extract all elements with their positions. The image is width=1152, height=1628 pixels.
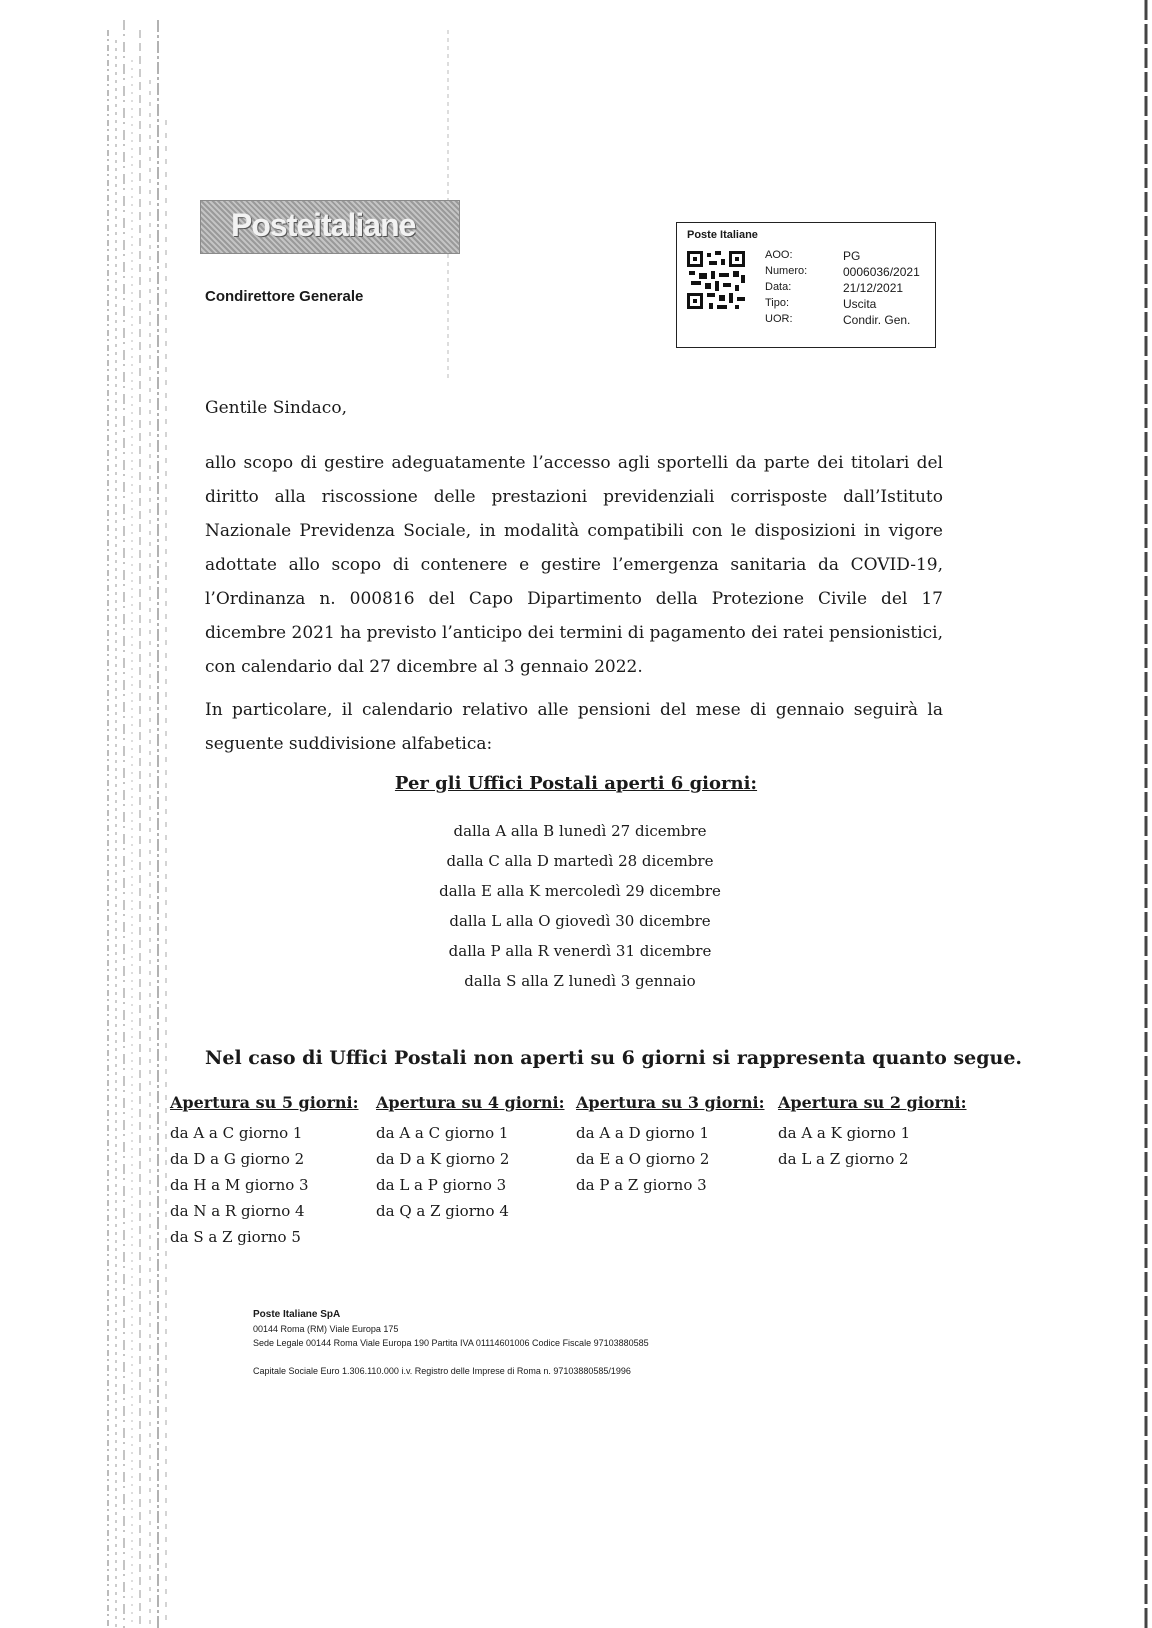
stamp-row-data xyxy=(765,281,930,295)
stamp-value: Uscita xyxy=(843,297,877,311)
body-paragraph-1: allo scopo di gestire adeguatamente l’accesso agli sportelli da parte dei titolari del diritto alla riscossione delle prestazioni previdenziali corrisposte dall’Istituto Nazionale Previdenza Sociale, in modalità compatibili con le disposizioni in vigore adottate allo scopo di contenere e gestire l’emergenza sanitaria da COVID-19, l’Ordinanza n. 000816 del Capo Dipartimento della Protezione Civile del 17 dicembre 2021 ha previsto l’anticipo dei termini di pagamento dei ratei pensionistici, con calendario dal 27 dicembre al 3 gennaio 2022. xyxy=(205,453,943,677)
body-paragraph-2: In particolare, il calendario relativo alle pensioni del mese di gennaio seguirà la seguente suddivisione alfabetica: xyxy=(205,700,943,754)
protocol-stamp xyxy=(676,222,936,348)
schedule-item: dalla P alla R venerdì 31 dicembre xyxy=(448,942,712,960)
stamp-value: 0006036/2021 xyxy=(843,265,920,279)
column-item: da A a C giorno 1 xyxy=(376,1124,509,1142)
column-heading: Apertura su 5 giorni: xyxy=(170,1093,359,1112)
stamp-row-aoo xyxy=(765,249,930,263)
poste-italiane-logo xyxy=(200,200,460,254)
column-item: da S a Z giorno 5 xyxy=(170,1228,301,1246)
schedule-item: dalla E alla K mercoledì 29 dicembre xyxy=(439,882,721,900)
column-heading: Apertura su 3 giorni: xyxy=(576,1093,765,1112)
schedule-item: dalla A alla B lunedì 27 dicembre xyxy=(453,822,707,840)
column-item: da A a K giorno 1 xyxy=(778,1124,911,1142)
stamp-row-numero xyxy=(765,265,930,279)
column-item: da L a Z giorno 2 xyxy=(778,1150,909,1168)
schedule-item: dalla C alla D martedì 28 dicembre xyxy=(446,852,714,870)
column-item: da D a G giorno 2 xyxy=(170,1150,305,1168)
footer-company: Poste Italiane SpA xyxy=(253,1309,341,1320)
column-item: da D a K giorno 2 xyxy=(376,1150,510,1168)
stamp-value: 21/12/2021 xyxy=(843,281,904,295)
footer-address: 00144 Roma (RM) Viale Europa 175 xyxy=(253,1324,399,1334)
greeting: Gentile Sindaco, xyxy=(205,398,347,418)
stamp-label: AOO: xyxy=(765,249,793,261)
column-item: da H a M giorno 3 xyxy=(170,1176,309,1194)
opening-4-days-column xyxy=(376,1093,576,1224)
other-days-statement: Nel caso di Uffici Postali non aperti su 6 giorni si rappresenta quanto segue. xyxy=(205,1047,1023,1069)
opening-2-days-column xyxy=(778,1093,978,1172)
column-heading: Apertura su 4 giorni: xyxy=(376,1093,565,1112)
column-item: da Q a Z giorno 4 xyxy=(376,1202,509,1220)
stamp-value: PG xyxy=(843,249,861,263)
sender-title: Condirettore Generale xyxy=(205,288,364,305)
logo-text: Posteitaliane xyxy=(231,207,416,243)
stamp-row-uor xyxy=(765,313,930,327)
stamp-label: Tipo: xyxy=(765,297,790,309)
stamp-title: Poste Italiane xyxy=(687,229,758,241)
footer xyxy=(253,1308,649,1378)
column-heading: Apertura su 2 giorni: xyxy=(778,1093,967,1112)
column-item: da A a C giorno 1 xyxy=(170,1124,303,1142)
opening-5-days-column xyxy=(170,1093,370,1250)
column-item: da N a R giorno 4 xyxy=(170,1202,305,1220)
stamp-label: Data: xyxy=(765,281,792,293)
schedule-item: dalla L alla O giovedì 30 dicembre xyxy=(449,912,711,930)
qr-code-icon xyxy=(685,249,747,311)
column-item: da L a P giorno 3 xyxy=(376,1176,507,1194)
column-item: da P a Z giorno 3 xyxy=(576,1176,707,1194)
stamp-value: Condir. Gen. xyxy=(843,313,911,327)
footer-capital: Capitale Sociale Euro 1.306.110.000 i.v. Registro delle Imprese di Roma n. 97103880585/1996 xyxy=(253,1366,631,1376)
six-day-heading: Per gli Uffici Postali aperti 6 giorni: xyxy=(394,773,758,794)
column-item: da A a D giorno 1 xyxy=(576,1124,710,1142)
column-item: da E a O giorno 2 xyxy=(576,1150,710,1168)
stamp-row-tipo xyxy=(765,297,930,311)
opening-3-days-column xyxy=(576,1093,776,1198)
six-day-schedule xyxy=(300,816,860,996)
schedule-item: dalla S alla Z lunedì 3 gennaio xyxy=(464,972,696,990)
stamp-label: Numero: xyxy=(765,265,808,277)
footer-legal: Sede Legale 00144 Roma Viale Europa 190 Partita IVA 01114601006 Codice Fiscale 97103880585 xyxy=(253,1338,649,1348)
stamp-label: UOR: xyxy=(765,313,793,325)
